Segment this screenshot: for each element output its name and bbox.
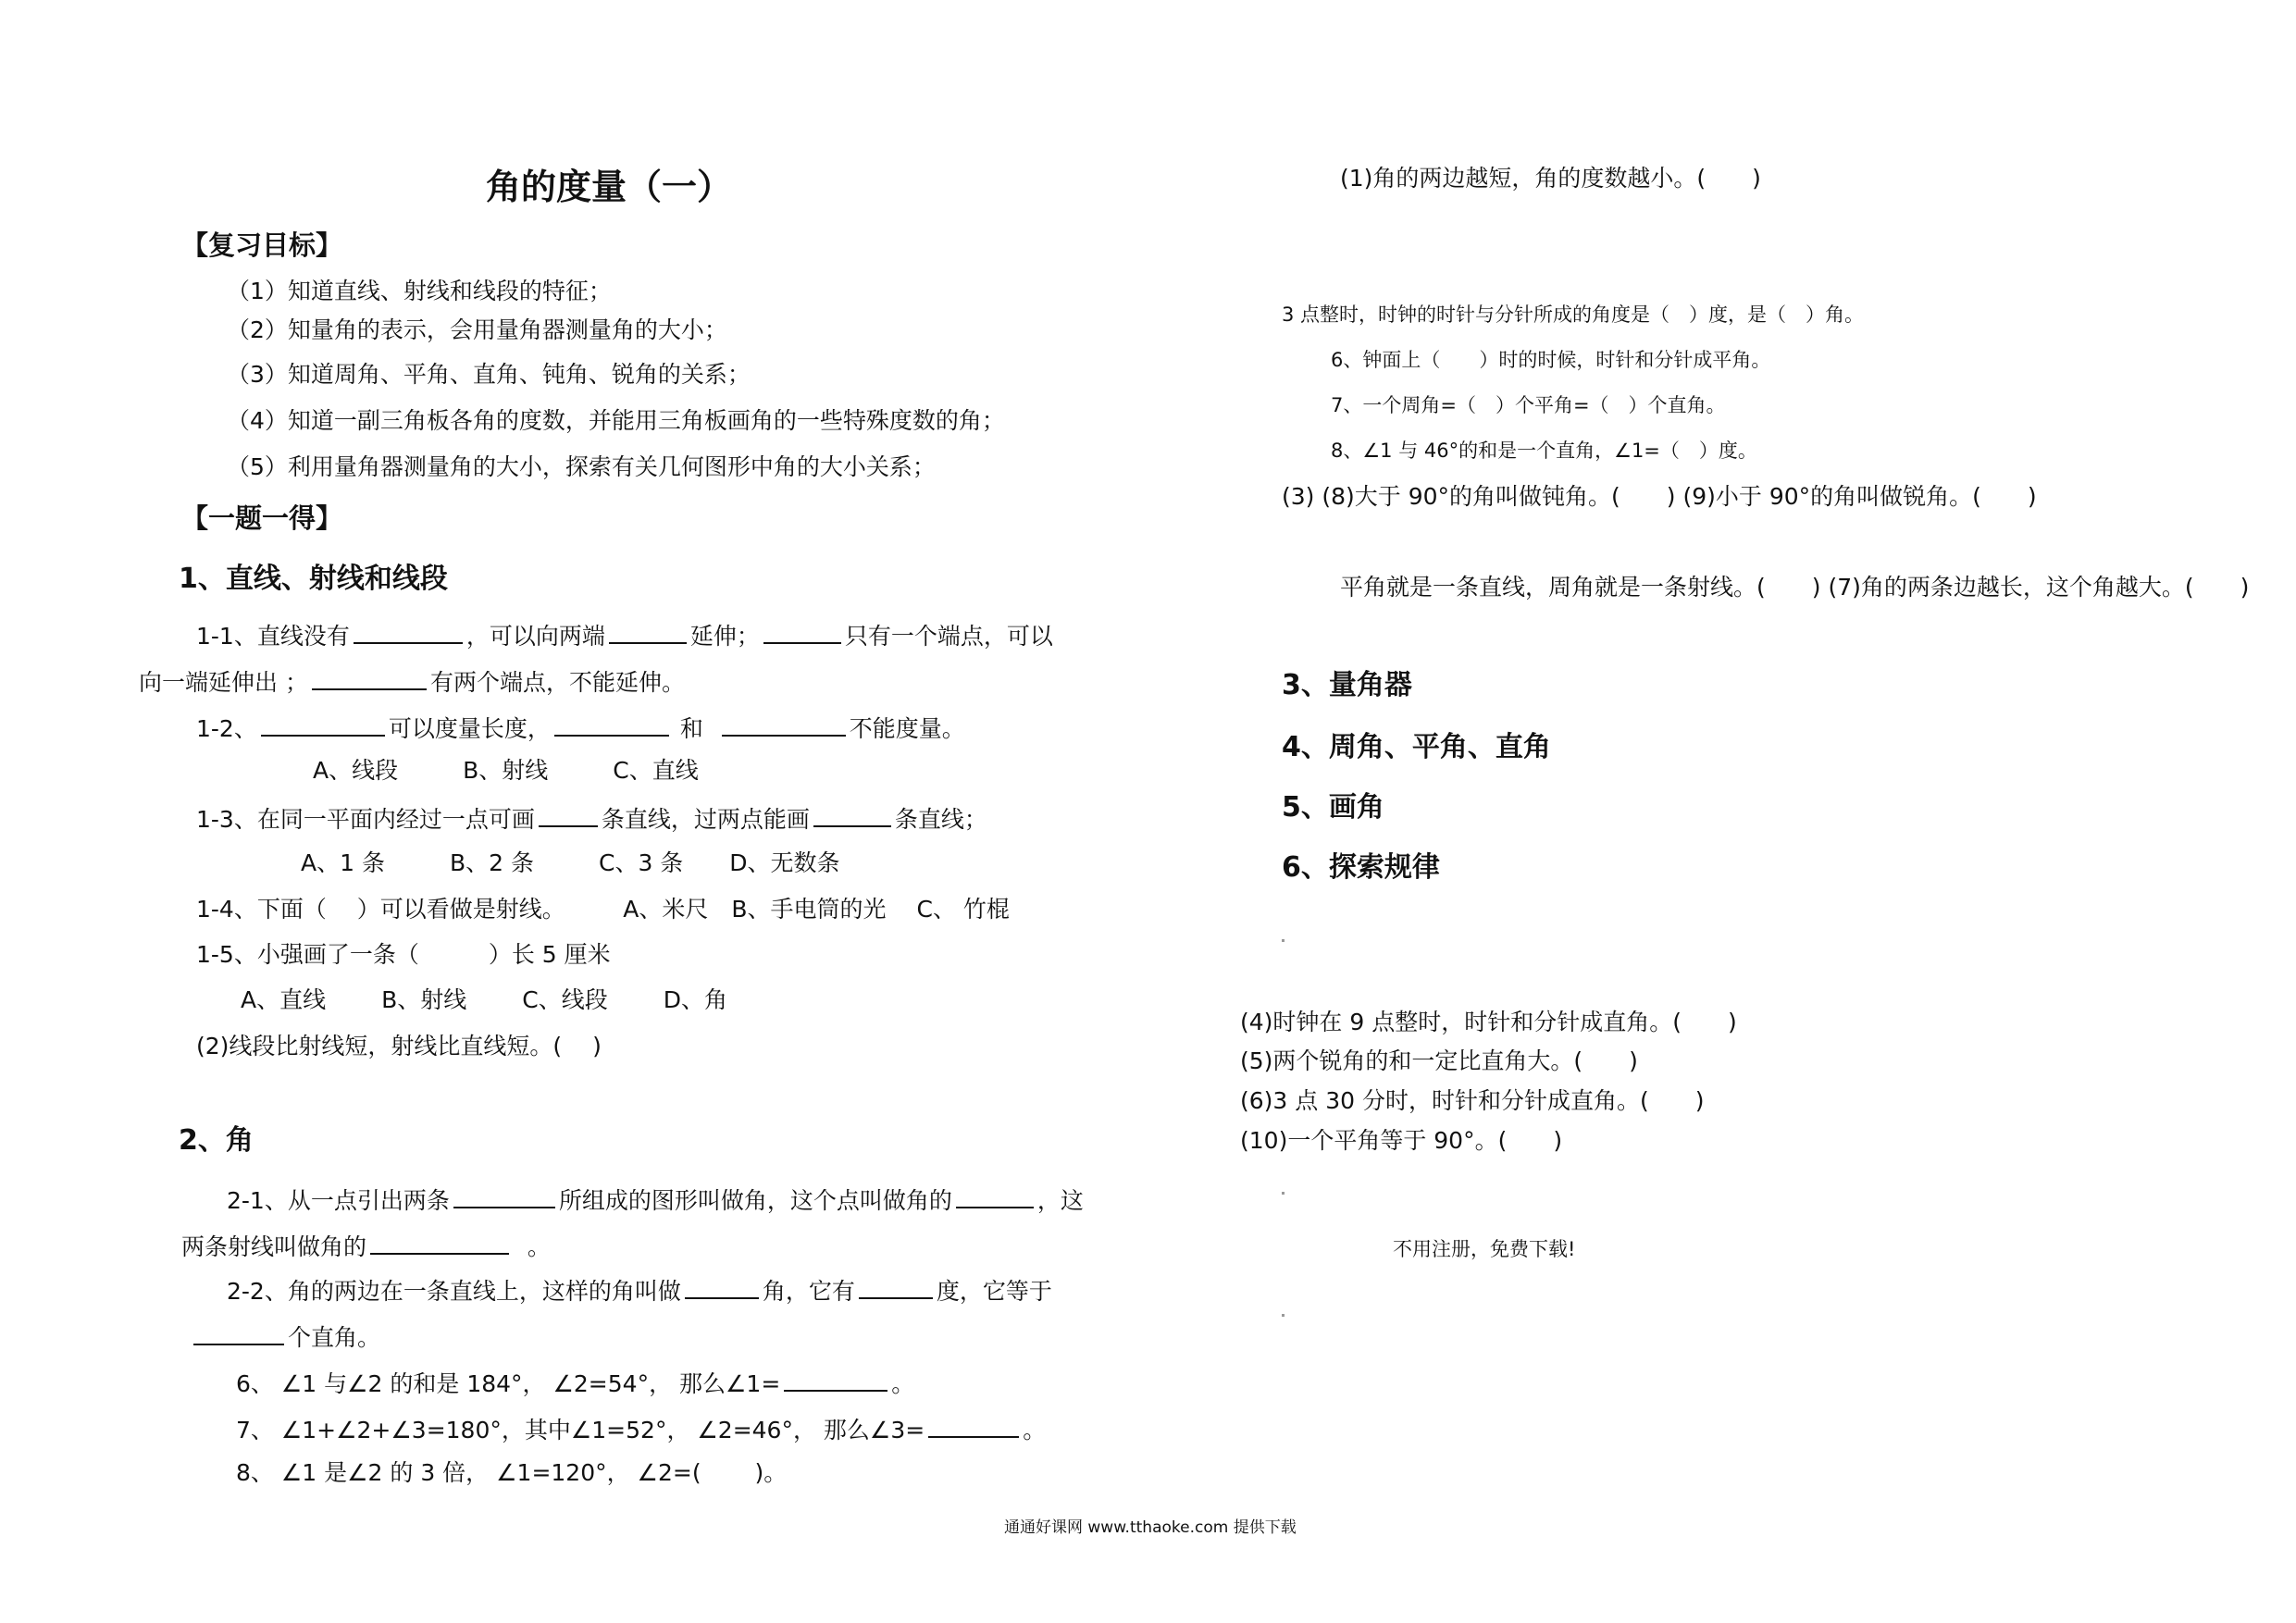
- judge-2: (2)线段比射线短，射线比直线短。( ): [196, 1033, 602, 1059]
- question-2-1-line-2: 两条射线叫做角的 。: [181, 1231, 551, 1261]
- question-1-1-line-2: 向一端延伸出 ； 有两个端点，不能延伸。: [139, 666, 685, 697]
- option: B、射线: [381, 986, 467, 1013]
- option: C、直线: [613, 757, 699, 784]
- dot-mark: [1282, 1192, 1285, 1195]
- section-6-title: 6、探索规律: [1282, 851, 1440, 884]
- right-question-8: 8、∠1 与 46°的和是一个直角，∠1=（ ）度。: [1331, 440, 1757, 462]
- option: C、3 条: [598, 849, 684, 876]
- review-goals-heading: 【复习目标】: [181, 229, 343, 261]
- option: A、1 条: [301, 849, 385, 876]
- question-2-6: 6、 ∠1 与∠2 的和是 184°， ∠2=54°， 那么∠1= 。: [236, 1368, 914, 1398]
- question-2-1-line-1: 2-1、从一点引出两条 所组成的图形叫做角，这个点叫做角的 ，这: [227, 1184, 1084, 1215]
- section-1-title: 1、直线、射线和线段: [179, 563, 448, 595]
- question-2-8: 8、 ∠1 是∠2 的 3 倍， ∠1=120°， ∠2=( )。: [236, 1459, 788, 1486]
- page-title: 角的度量（一）: [486, 167, 733, 207]
- option: A、直线: [241, 986, 327, 1013]
- question-1-5: 1-5、小强画了一条（ ）长 5 厘米: [196, 941, 611, 968]
- footer-credit: 通通好课网 www.tthaoke.com 提供下载: [1004, 1518, 1297, 1537]
- option: B、2 条: [449, 849, 534, 876]
- section-2-title: 2、角: [179, 1124, 254, 1157]
- section-3-title: 3、量角器: [1282, 669, 1412, 701]
- right-question-7: 7、一个周角=（ ）个平角=（ ）个直角。: [1331, 394, 1726, 416]
- judge-3-8-9: (3) (8)大于 90°的角叫做钝角。( ) (9)小于 90°的角叫做锐角。( ): [1282, 483, 2037, 510]
- review-goal-5: （5）利用量角器测量角的大小，探索有关几何图形中角的大小关系；: [227, 453, 936, 480]
- section-4-title: 4、周角、平角、直角: [1282, 731, 1551, 763]
- clock-3-question: 3 点整时，时钟的时针与分针所成的角度是（ ）度，是（ ）角。: [1282, 304, 1865, 326]
- option: D、无数条: [729, 849, 840, 876]
- option: A、线段: [313, 757, 399, 784]
- judge-5: (5)两个锐角的和一定比直角大。( ): [1240, 1047, 1638, 1074]
- review-goal-3: （3）知道周角、平角、直角、钝角、锐角的关系；: [227, 361, 751, 388]
- question-1-5-options: [241, 986, 792, 1014]
- judge-flat-angle: 平角就是一条直线，周角就是一条射线。( ) (7)角的两条边越长，这个角越大。( ): [1340, 574, 2250, 601]
- question-2-7: 7、 ∠1+∠2+∠3=180°，其中∠1=52°， ∠2=46°， 那么∠3= 。: [236, 1414, 1046, 1444]
- judge-10: (10)一个平角等于 90°。( ): [1240, 1127, 1563, 1154]
- one-question-heading: 【一题一得】: [181, 502, 343, 534]
- review-goal-2: （2）知量角的表示，会用量角器测量角的大小；: [227, 316, 727, 343]
- question-1-2: 1-2、 可以度量长度， 和 不能度量。: [196, 712, 965, 743]
- question-1-2-options: [313, 757, 763, 785]
- judge-4: (4)时钟在 9 点整时，时针和分针成直角。( ): [1240, 1009, 1737, 1035]
- review-goal-4: （4）知道一副三角板各角的度数，并能用三角板画角的一些特殊度数的角；: [227, 407, 1005, 434]
- option: B、射线: [463, 757, 549, 784]
- judge-6: (6)3 点 30 分时，时针和分针成直角。( ): [1240, 1087, 1705, 1114]
- option: D、角: [663, 986, 727, 1013]
- review-goal-1: （1）知道直线、射线和线段的特征；: [227, 278, 612, 304]
- question-2-2-line-2: 个直角。: [190, 1321, 380, 1352]
- question-1-3: 1-3、在同一平面内经过一点可画 条直线，过两点能画 条直线；: [196, 803, 987, 834]
- question-1-1-line-1: 1-1、直线没有 ，可以向两端 延伸； 只有一个端点，可以: [196, 620, 1053, 650]
- judge-1: (1)角的两边越短，角的度数越小。( ): [1340, 165, 1761, 192]
- dot-mark: [1282, 939, 1285, 942]
- dot-mark: [1282, 1314, 1285, 1317]
- question-2-2-line-1: 2-2、角的两边在一条直线上，这样的角叫做 角，它有 度，它等于: [227, 1275, 1052, 1306]
- option: C、线段: [522, 986, 608, 1013]
- free-download-note: 不用注册，免费下载!: [1393, 1238, 1576, 1260]
- question-1-3-options: [301, 849, 905, 877]
- section-5-title: 5、画角: [1282, 791, 1384, 824]
- question-1-4: 1-4、下面（ ）可以看做是射线。 A、米尺 B、手电筒的光 C、 竹棍: [196, 896, 1010, 923]
- right-question-6: 6、钟面上（ ）时的时候，时针和分针成平角。: [1331, 349, 1771, 371]
